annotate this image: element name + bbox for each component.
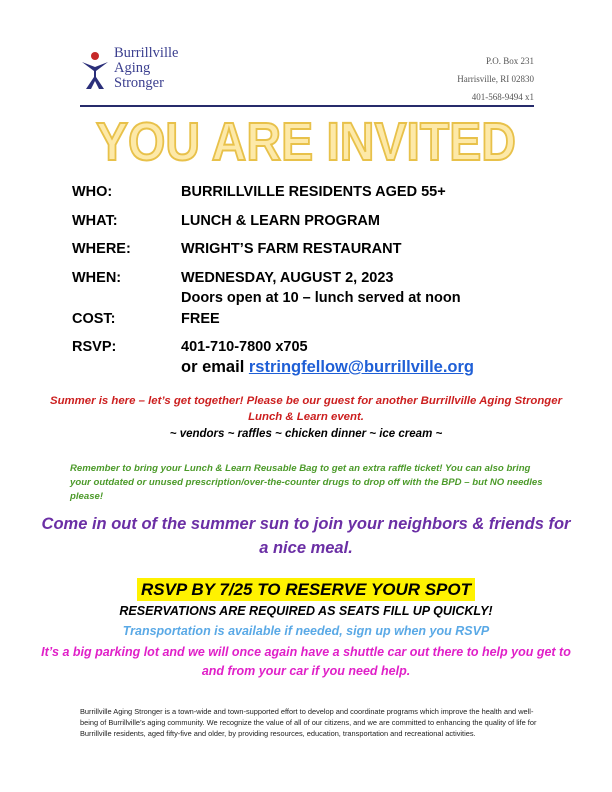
email-link[interactable]: rstringfellow@burrillville.org (248, 358, 474, 376)
headline-wrapper (0, 110, 612, 172)
transport-notice: Transportation is available if needed, sign up when you RSVP (122, 624, 490, 638)
headline: YOU ARE INVITED (96, 112, 516, 172)
detail-value: WRIGHT’S FARM RESTAURANT (181, 241, 402, 257)
detail-label: WHAT: (72, 213, 118, 229)
detail-value: 401-710-7800 x705 (181, 339, 308, 355)
reservations-notice: RESERVATIONS ARE REQUIRED AS SEATS FILL UP QUICKLY! (119, 604, 493, 618)
org-logo (80, 44, 280, 100)
detail-label: WHO: (72, 184, 113, 200)
org-name-line: Burrillville (114, 45, 179, 61)
features-line: ~ vendors ~ raffles ~ chicken dinner ~ ice cream ~ (169, 428, 443, 440)
reminder-paragraph: Remember to bring your Lunch & Learn Reusable Bag to get an extra raffle ticket! You can also bring your outdated or unused prescription/over-the-counter drugs to drop off with the BPD – but NO needles please! (70, 463, 543, 502)
mission-statement: Burrillville Aging Stronger is a town-wide and town-supported effort to develop and coordinate programs which improve the health and well-being of Burrillville’s aging community. We recognize the value of all of our citizens, and we are committed to enhancing the quality of life for Burrillville residents, aged fifty-five and older, by providing resources, education, transportation and recreational activities. (80, 707, 537, 738)
org-name (114, 46, 178, 91)
email-line (181, 358, 474, 377)
detail-value: Doors open at 10 – lunch served at noon (181, 290, 461, 306)
headline-graphic (86, 110, 526, 172)
address-line: P.O. Box 231 (485, 56, 534, 66)
parking-notice: It’s a big parking lot and we will once again have a shuttle car out there to help you get to and from your car if you need help. (41, 645, 571, 678)
mailing-address (457, 52, 534, 106)
detail-value: BURRILLVILLE RESIDENTS AGED 55+ (181, 184, 446, 200)
rsvp-deadline-wrapper (0, 578, 612, 601)
invite-paragraph: Come in out of the summer sun to join your neighbors & friends for a nice meal. (41, 515, 571, 557)
detail-value: WEDNESDAY, AUGUST 2, 2023 (181, 270, 394, 286)
org-name-line: Stronger (114, 75, 164, 91)
email-prefix: or email (181, 358, 249, 376)
summer-paragraph: Summer is here – let’s get together! Please be our guest for another Burrillville Aging Stronger Lunch & Learn event. (49, 395, 563, 423)
detail-label: RSVP: (72, 339, 117, 355)
detail-label: COST: (72, 311, 116, 327)
phone-line: 401-568-9494 x1 (471, 92, 534, 102)
address-line: Harrisville, RI 02830 (457, 74, 534, 84)
org-name-line: Aging (114, 60, 151, 76)
letterhead (80, 44, 534, 104)
detail-label: WHEN: (72, 270, 122, 286)
person-figure-icon (80, 50, 110, 90)
detail-label: WHERE: (72, 241, 131, 257)
detail-value: LUNCH & LEARN PROGRAM (181, 213, 380, 229)
header-divider (80, 105, 534, 107)
detail-value: FREE (181, 311, 220, 327)
rsvp-deadline: RSVP BY 7/25 TO RESERVE YOUR SPOT (137, 578, 475, 601)
